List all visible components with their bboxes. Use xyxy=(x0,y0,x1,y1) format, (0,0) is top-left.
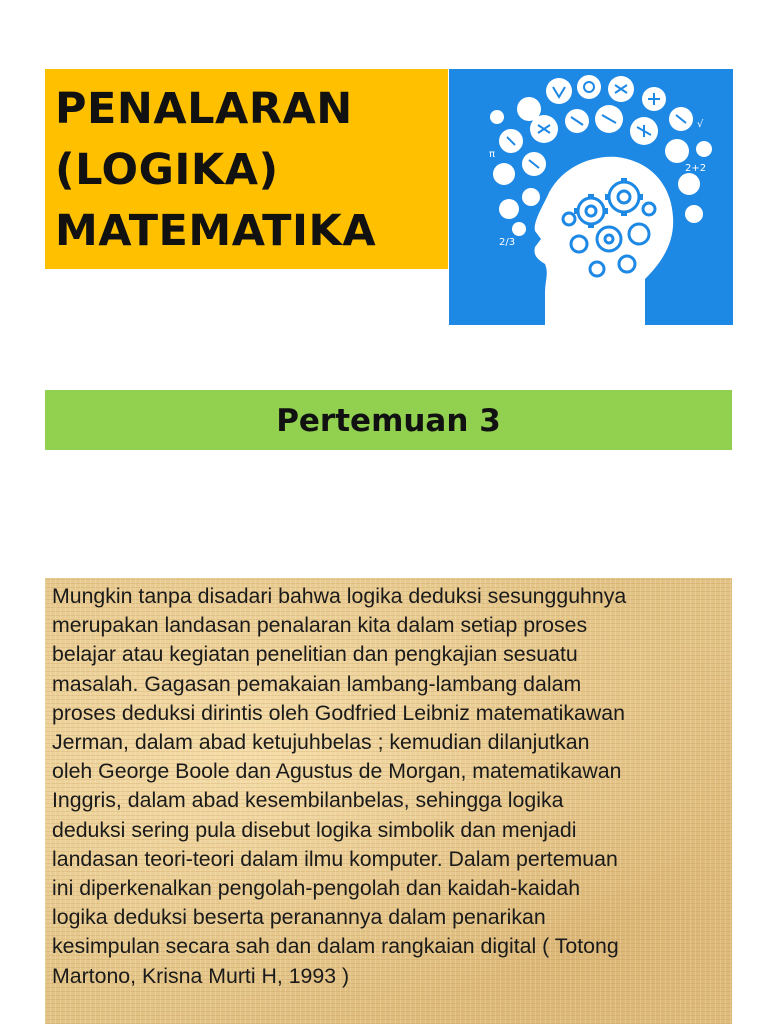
svg-text:2+2: 2+2 xyxy=(685,163,707,174)
title-line: MATEMATIKA xyxy=(55,206,377,256)
body-line: proses deduksi dirintis oleh Godfried Leibniz matematikawan xyxy=(52,700,625,725)
body-line: deduksi sering pula disebut logika simbolik dan menjadi xyxy=(52,817,577,842)
body-line: Mungkin tanpa disadari bahwa logika deduksi sesungguhnya xyxy=(52,584,627,608)
content-panel xyxy=(45,578,732,1024)
body-paragraph xyxy=(52,582,728,991)
title-line: PENALARAN xyxy=(55,84,353,134)
head-illustration xyxy=(449,69,733,325)
title-line: (LOGIKA) xyxy=(55,145,279,195)
body-line: Inggris, dalam abad kesembilanbelas, sehingga logika xyxy=(52,788,564,813)
body-line: merupakan landasan penalaran kita dalam setiap proses xyxy=(52,613,588,638)
svg-text:2/3: 2/3 xyxy=(499,237,516,248)
body-line: Jerman, dalam abad ketujuhbelas ; kemudian dilanjutkan xyxy=(52,730,590,755)
head-with-gears-icon xyxy=(449,69,733,325)
subtitle: Pertemuan 3 xyxy=(276,403,501,439)
head-silhouette xyxy=(534,157,673,325)
body-line: kesimpulan secara sah dan dalam rangkaian digital ( Totong xyxy=(52,934,619,959)
body-line: landasan teori-teori dalam ilmu komputer. Dalam pertemuan xyxy=(52,846,618,871)
subtitle-bar xyxy=(45,390,732,450)
page-title xyxy=(55,79,376,262)
body-line: logika deduksi beserta peranannya dalam penarikan xyxy=(52,905,546,930)
title-box xyxy=(45,69,448,269)
svg-text:π: π xyxy=(489,149,496,160)
body-line: belajar atau kegiatan penelitian dan pengkajian sesuatu xyxy=(52,642,578,667)
svg-text:√: √ xyxy=(697,119,704,130)
body-line: masalah. Gagasan pemakaian lambang-lambang dalam xyxy=(52,671,582,696)
body-line: ini diperkenalkan pengolah-pengolah dan kaidah-kaidah xyxy=(52,876,581,901)
body-line: oleh George Boole dan Agustus de Morgan, matematikawan xyxy=(52,759,622,784)
body-line: Martono, Krisna Murti H, 1993 ) xyxy=(52,963,350,988)
